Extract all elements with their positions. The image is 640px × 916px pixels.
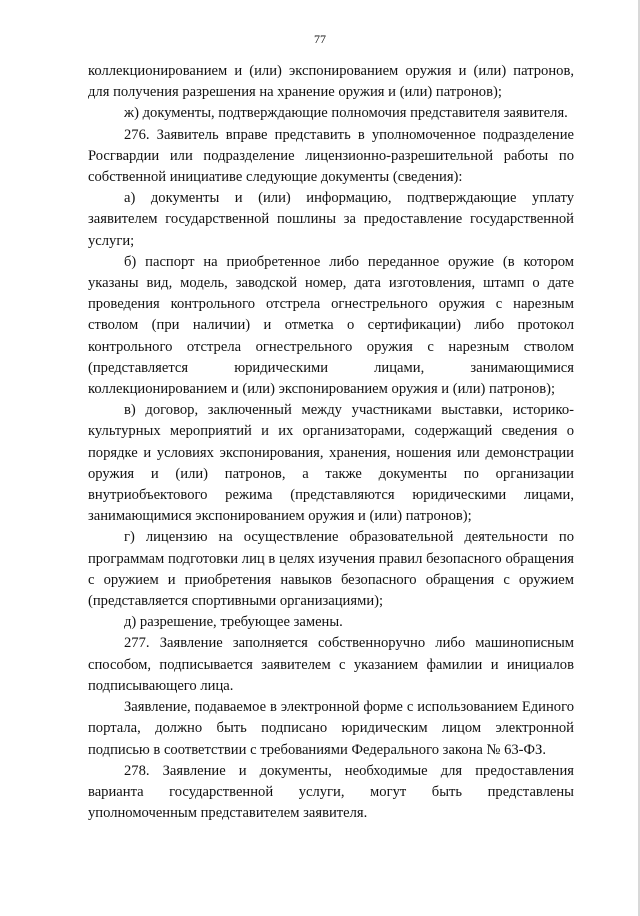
paragraph-item-zh: ж) документы, подтверждающие полномочия представителя заявителя. (124, 105, 568, 122)
paragraph-item-b: б) паспорт на приобретенное либо переданное оружие (в котором указаны вид, модель, заводской номер, дата изготовления, штамп о дате проведения контрольного отстрела огнестрельного оружия с нарезным стволом (при наличии) и отметка о сертификации) либо протокол контрольного отстрела огнестрельного оружия с нарезным стволом (представляется юридическими лицами, занимающимися коллекционированием и (или) экспонированием оружия и (или) патронов); (88, 253, 574, 398)
paragraph-item-g: г) лицензию на осуществление образовательной деятельности по программам подготовки лиц в целях изучения правил безопасного обращения с оружием и приобретения навыков безопасного обращения с оружием (представляется спортивными организациями); (88, 529, 574, 610)
paragraph-276: 276. Заявитель вправе представить в уполномоченное подразделение Росгвардии или подразделение лицензионно-разрешительной работы по собственной инициативе следующие документы (сведения): (88, 126, 574, 186)
paragraph-item-a: а) документы и (или) информацию, подтверждающие уплату заявителем государственной пошлины за предоставление государственной услуги; (88, 190, 574, 249)
paragraph-item-d: д) разрешение, требующее замены. (124, 614, 343, 631)
paragraph-continuation: коллекционированием и (или) экспонированием оружия и (или) патронов, для получения разрешения на хранение оружия и (или) патронов); (88, 63, 574, 101)
paragraph-item-v: в) договор, заключенный между участниками выставки, историко-культурных мероприятий и их организаторами, содержащий сведения о порядке и условиях экспонирования, хранения, ношения или демонстрации оружия и (или) патронов, а также документы по организации внутриобъектового режима (представляются юридическими лицами, занимающимися экспонированием оружия и (или) патронов); (88, 402, 574, 525)
paragraph-277: 277. Заявление заполняется собственноручно либо машинописным способом, подписывается заявителем с указанием фамилии и инициалов подписывающего лица. (88, 635, 574, 694)
page-number: 77 (314, 32, 326, 46)
paragraph-278: 278. Заявление и документы, необходимые для предоставления варианта государственной услуги, могут быть представлены уполномоченным представителем заявителя. (88, 762, 574, 822)
paragraph-electronic-signature: Заявление, подаваемое в электронной форме с использованием Единого портала, должно быть подписано юридическим лицом электронной подписью в соответствии с требованиями Федерального закона № 63-ФЗ. (88, 699, 574, 758)
document-body (88, 61, 574, 824)
